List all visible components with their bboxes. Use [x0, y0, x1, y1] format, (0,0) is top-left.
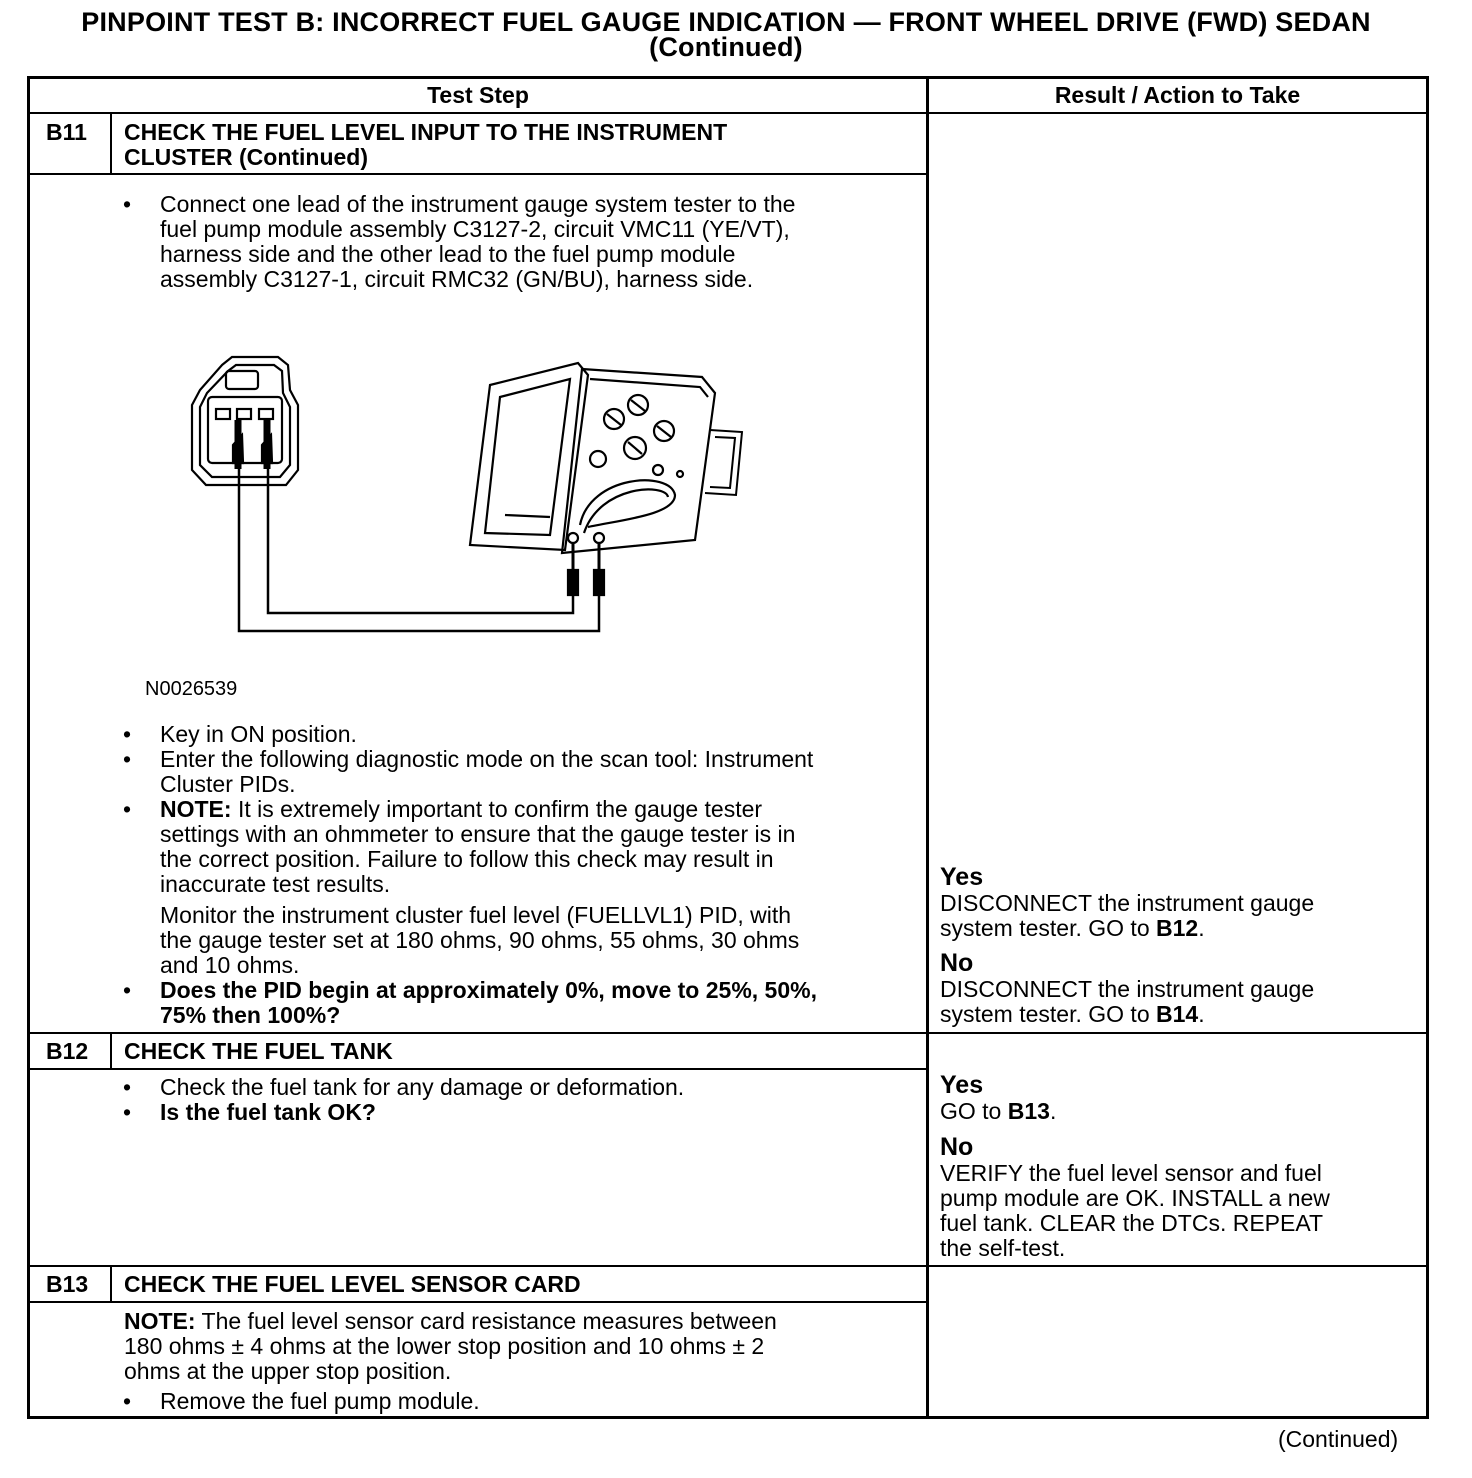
- step-id-b13: B13: [46, 1271, 89, 1297]
- b13-step-remove-module: Remove the fuel pump module.: [160, 1388, 480, 1414]
- step-heading-b13: CHECK THE FUEL LEVEL SENSOR CARD: [124, 1271, 581, 1297]
- continued-footer: (Continued): [1278, 1426, 1399, 1452]
- goto-b12-link[interactable]: B12: [1156, 915, 1199, 941]
- figure-id: N0026539: [145, 678, 238, 700]
- b11-step-connect-leads: Connect one lead of the instrument gauge system tester to the fuel pump module assembly C3127-2, circuit VMC11 (YE/VT), harness side and the other lead to the fuel pump module assembly C3127-1, circuit RMC32 (GN/BU), harness side.: [160, 191, 796, 292]
- b11-note: NOTE: It is extremely important to confirm the gauge tester settings with an ohmmeter to ensure that the gauge tester is in the correct position. Failure to follow this check may result in inaccurate test results.: [160, 796, 796, 897]
- b11-question: Does the PID begin at approximately 0%, move to 25%, 50%, 75% then 100%?: [160, 977, 817, 1028]
- column-header-test-step: Test Step: [427, 82, 529, 108]
- b12-no-label: No: [940, 1133, 974, 1161]
- b11-no-label: No: [940, 949, 974, 977]
- b11-no-action: DISCONNECT the instrument gauge system tester. GO to B14.: [940, 976, 1315, 1027]
- step-id-b11: B11: [46, 119, 87, 145]
- b11-monitor-instruction: Monitor the instrument cluster fuel level (FUELLVL1) PID, with the gauge tester set at 180 ohms, 90 ohms, 55 ohms, 30 ohms and 10 ohms.: [160, 902, 800, 978]
- goto-b14-link[interactable]: B14: [1156, 1001, 1199, 1027]
- b11-step-diagnostic-mode: Enter the following diagnostic mode on the scan tool: Instrument Cluster PIDs.: [160, 746, 814, 797]
- title-line-2: (Continued): [649, 32, 803, 62]
- b12-yes-action: GO to B13.: [940, 1098, 1057, 1124]
- b12-yes-label: Yes: [940, 1071, 984, 1099]
- connector-c3127: [192, 357, 298, 485]
- b11-step-key-on: Key in ON position.: [160, 721, 357, 747]
- b12-no-action: VERIFY the fuel level sensor and fuel pump module are OK. INSTALL a new fuel tank. CLEAR the DTCs. REPEAT the self-test.: [940, 1160, 1330, 1261]
- page-title: [0, 7, 1452, 62]
- goto-b13-link[interactable]: B13: [1007, 1098, 1050, 1124]
- bullet: •: [123, 1074, 132, 1100]
- connector-tester-illustration: [170, 345, 760, 645]
- test-leads: [233, 420, 604, 631]
- step-heading-b12: CHECK THE FUEL TANK: [124, 1038, 393, 1064]
- b13-note: NOTE: The fuel level sensor card resistance measures between 180 ohms ± 4 ohms at the lower stop position and 10 ohms ± 2 ohms at the upper stop position.: [124, 1308, 777, 1384]
- b11-yes-action: DISCONNECT the instrument gauge system tester. GO to B12.: [940, 890, 1315, 941]
- bullet: •: [123, 721, 132, 747]
- column-header-result: Result / Action to Take: [1054, 82, 1301, 108]
- step-heading-b11: CHECK THE FUEL LEVEL INPUT TO THE INSTRUMENT CLUSTER (Continued): [124, 119, 728, 170]
- bullet: •: [123, 977, 132, 1003]
- bullet: •: [123, 796, 132, 822]
- bullet: •: [123, 746, 132, 772]
- b12-question: Is the fuel tank OK?: [160, 1099, 376, 1125]
- title-line-1: PINPOINT TEST B: INCORRECT FUEL GAUGE INDICATION — FRONT WHEEL DRIVE (FWD) SEDAN: [81, 7, 1371, 37]
- step-id-b12: B12: [46, 1038, 89, 1064]
- bullet: •: [123, 1388, 132, 1414]
- bullet: •: [123, 191, 132, 217]
- bullet: •: [123, 1099, 132, 1125]
- b11-yes-label: Yes: [940, 863, 984, 891]
- gauge-tester: [470, 363, 742, 553]
- b12-step-check-tank: Check the fuel tank for any damage or deformation.: [160, 1074, 685, 1100]
